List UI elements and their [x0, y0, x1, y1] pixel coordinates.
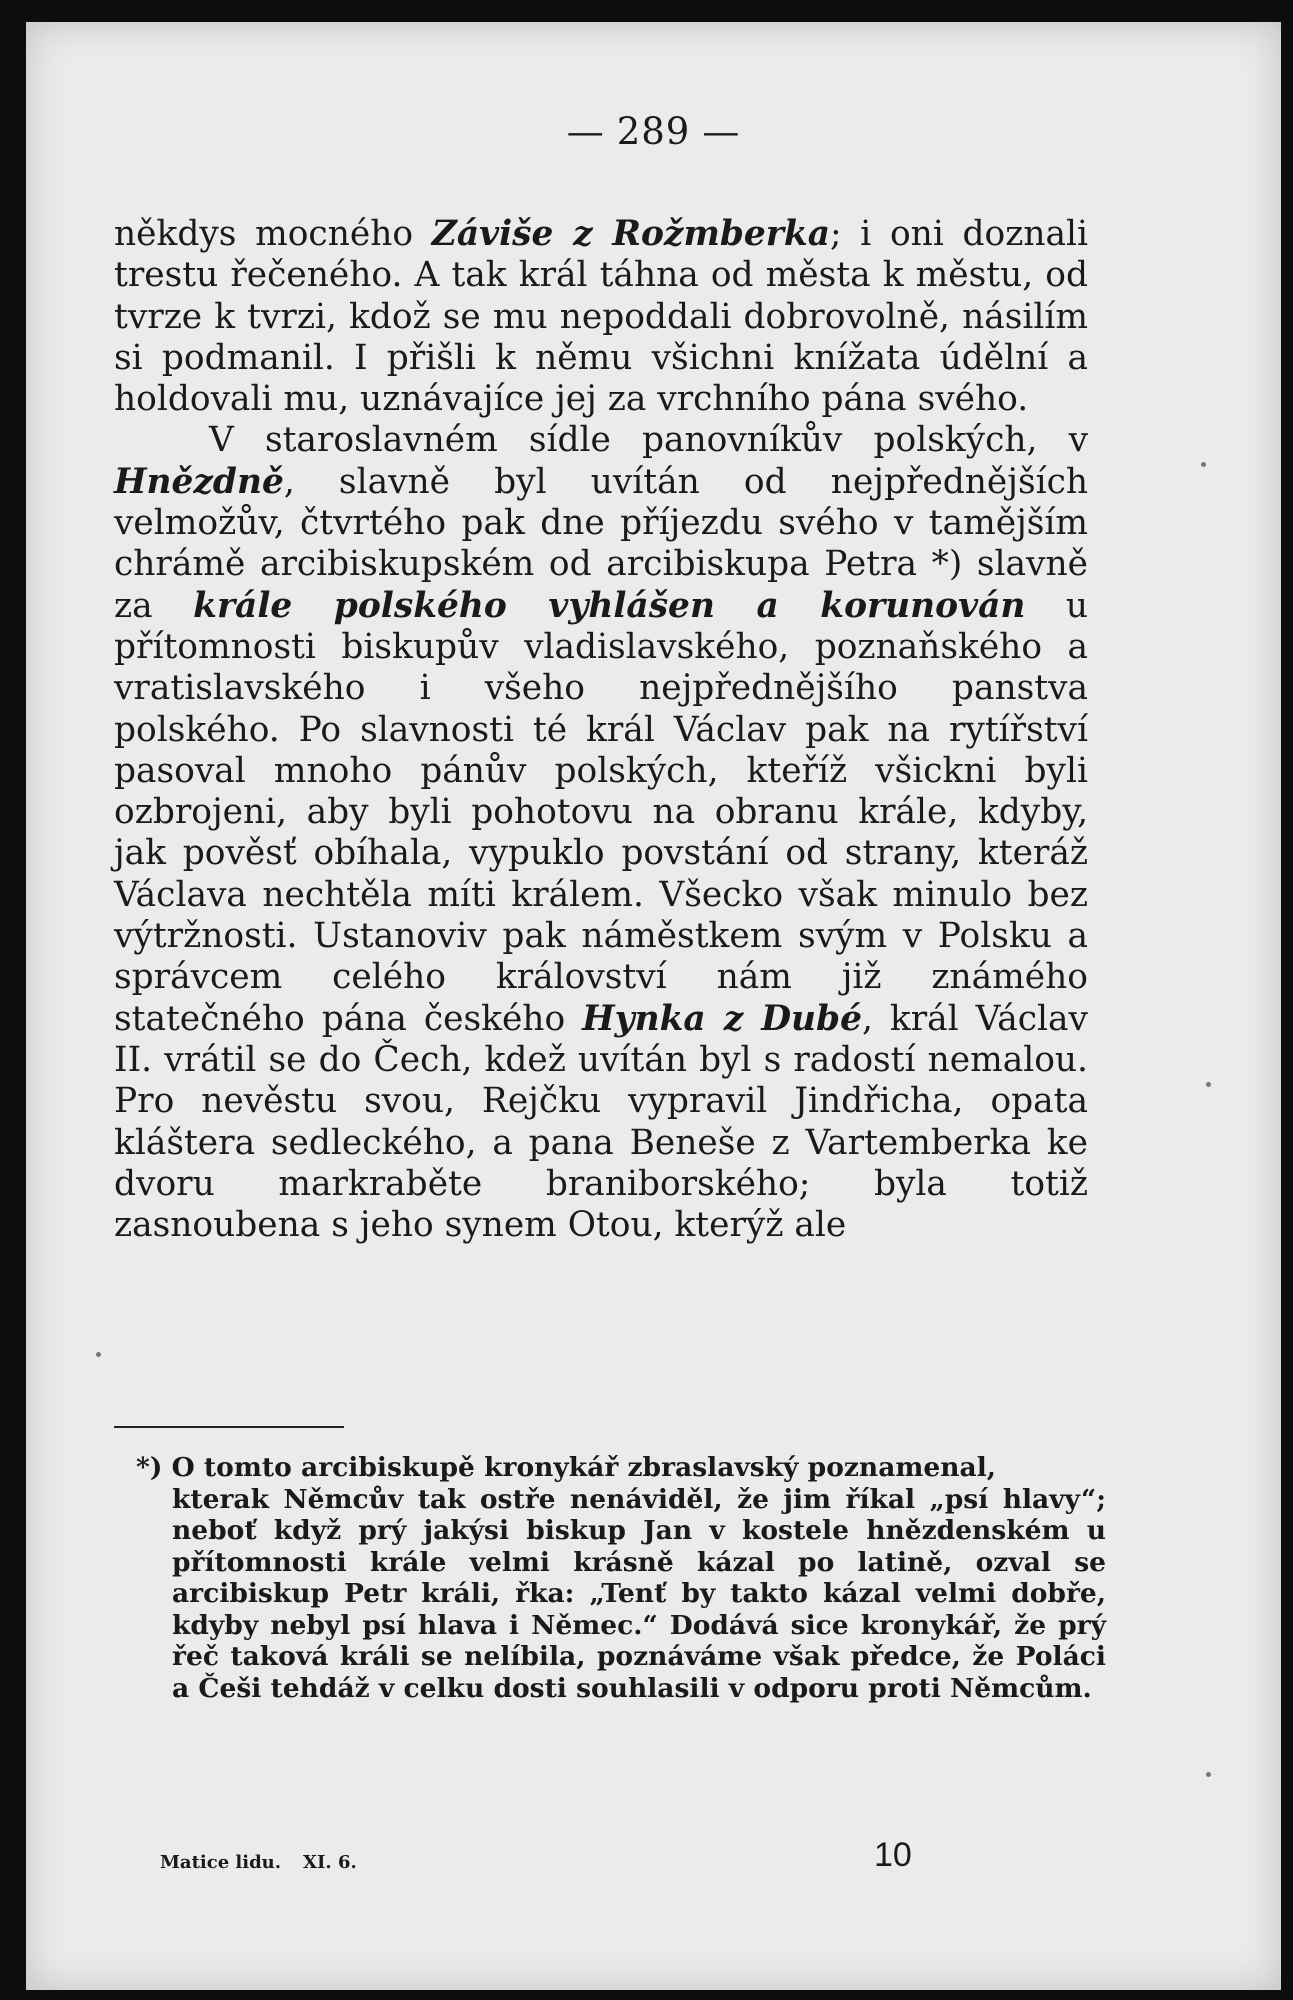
publication-mark [160, 1852, 357, 1873]
book-page [26, 22, 1281, 1990]
footnote-body: kterak Němcův tak ostře nenáviděl, že jim říkal „psí hlavy“; neboť když prý jakýsi biskup Jan v kostele hnězdenském u přítomnosti krále velmi krásně kázal po latině, ozval se arcibiskup Petr králi, řka: „Tenť by takto kázal velmi dobře, kdyby nebyl psí hlava i Němec.“ Dodává sice kronykář, že prý řeč taková králi se nelíbila, poznáváme však předce, že Poláci a Češi tehdáž v celku dosti souhlasili v odporu proti Němcům. [172, 1483, 1106, 1704]
paper-speck [96, 1352, 101, 1357]
publication-name: Matice lidu. [160, 1852, 282, 1873]
dash-left: — [566, 110, 605, 153]
paper-speck [1201, 462, 1206, 467]
coronation-phrase: krále polského vyhlášen a korunován [193, 585, 1026, 626]
sheet-signature: 10 [874, 1836, 912, 1874]
place-hnezdno: Hnězdně [114, 461, 284, 502]
name-hynek: Hynka z Dubé [582, 998, 862, 1039]
footnote-first-line: *) O tomto arcibiskupě kronykář zbraslavský poznamenal, [136, 1452, 996, 1483]
paper-speck [1206, 1772, 1211, 1777]
page-number-header [26, 110, 1281, 153]
volume-number: XI. 6. [303, 1852, 357, 1873]
footnote [136, 1452, 1106, 1704]
footnote-divider [114, 1426, 344, 1428]
paragraph-1: někdys mocného Záviše z Rožmberka; i oni doznali trestu řečeného. A tak král táhna od města k městu, od tvrze k tvrzi, kdož se mu nepoddali dobrovolně, násilím si podmanil. I přišli k němu všichni knížata údělní a holdovali mu, uznávajíce jej za vrchního pána svého. [114, 214, 1089, 420]
main-text [114, 214, 1088, 1246]
paragraph-2: V staroslavném sídle panovníkův polských, v Hnězdně, slavně byl uvítán od nejpřednějších velmožův, čtvrtého pak dne příjezdu svého v tamějším chrámě arcibiskupském od arcibiskupa Petra *) slavně za krále polského vyhlášen a korunován u přítomnosti biskupův vladislavského, poznaňského a vratislavského i všeho nejpřednějšího panstva polského. Po slavnosti té král Václav pak na rytířství pasoval mnoho pánův polských, kteříž všickni byli ozbrojeni, aby byli pohotovu na obranu krále, kdyby, jak pověsť obíhala, vypuklo povstání od strany, kteráž Václava nechtěla míti králem. Všecko však minulo bez výtržnosti. Ustanoviv pak náměstkem svým v Polsku a správcem celého království nám již známého statečného pána českého Hynka z Dubé, král Václav II. vrátil se do Čech, kdež uvítán byl s radostí nemalou. Pro nevěstu svou, Rejčku vypravil Jindřicha, opata kláštera sedleckého, a pana Beneše z Vartemberka ke dvoru markraběte braniborského; byla totiž zasnoubena s jeho synem Otou, kterýž ale [114, 420, 1089, 1246]
page-number: 289 [616, 110, 691, 153]
paper-speck [1206, 1082, 1211, 1087]
dash-right: — [702, 110, 741, 153]
name-zavis: Záviše z Rožmberka [431, 214, 831, 254]
